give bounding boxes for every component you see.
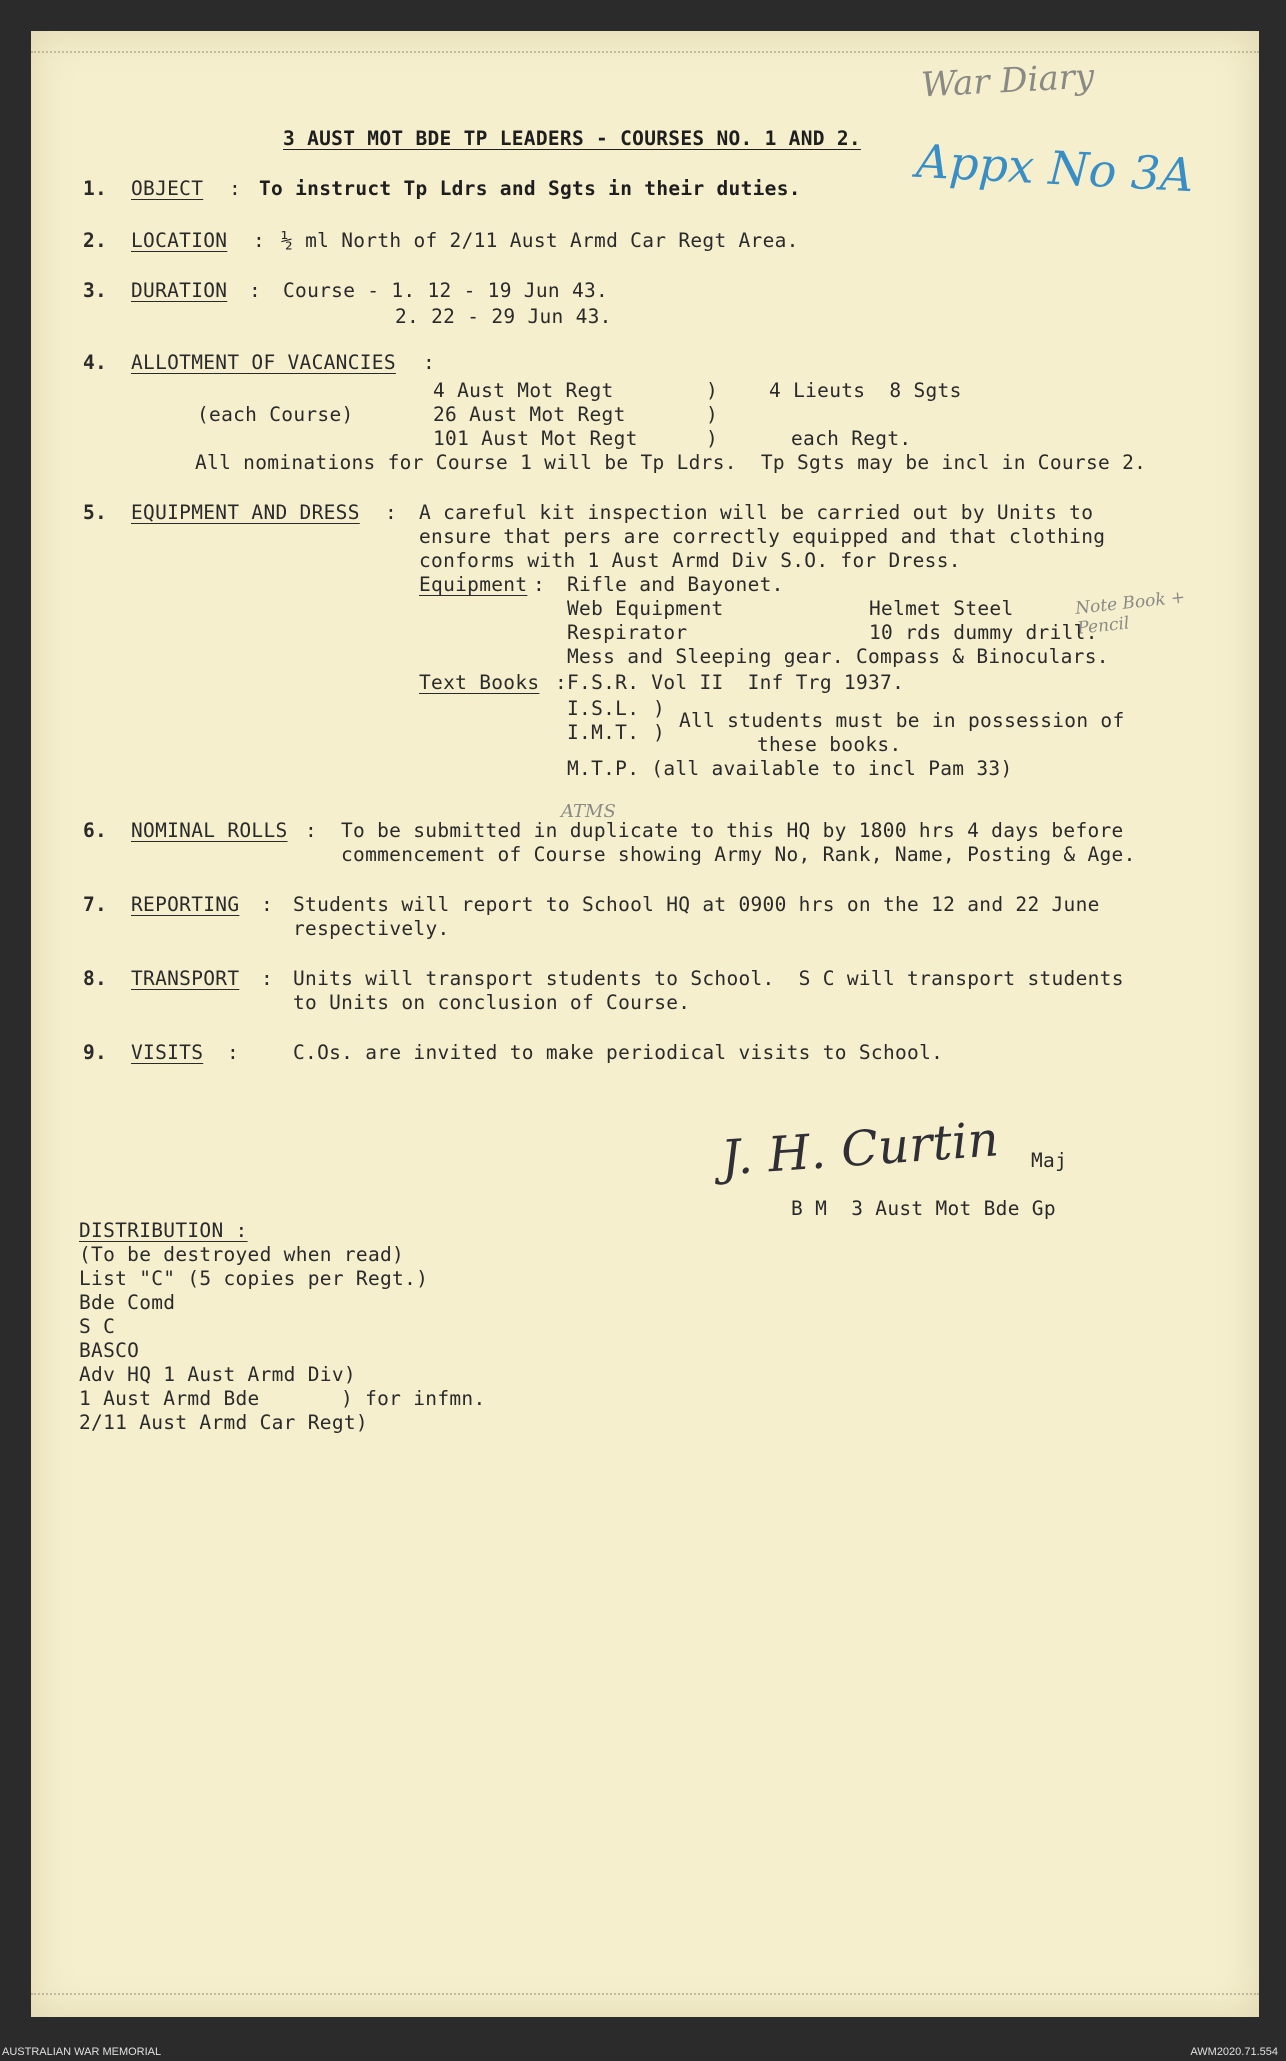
document-title: 3 AUST MOT BDE TP LEADERS - COURSES NO. 1 AND 2. (283, 127, 861, 150)
item-text-visits: C.Os. are invited to make periodical visits to School. (293, 1041, 944, 1064)
item-sep: : (261, 893, 274, 916)
item-label-object: OBJECT (131, 177, 204, 200)
appendix-annotation: Appx No 3A (914, 133, 1195, 203)
distribution-line: 1 Aust Armd Bde (79, 1387, 260, 1410)
nominations-note: All nominations for Course 1 will be Tp Ldrs. Tp Sgts may be incl in Course 2. (195, 451, 1147, 474)
distribution-line: Bde Comd (79, 1291, 176, 1314)
item-number: 1. (83, 177, 108, 200)
distribution-heading: DISTRIBUTION : (79, 1219, 248, 1242)
quota-text: 4 Lieuts 8 Sgts (769, 379, 962, 402)
each-regt-text: each Regt. (791, 427, 912, 450)
item-number: 5. (83, 501, 108, 524)
item-label-duration: DURATION (131, 279, 228, 302)
unit-line: 26 Aust Mot Regt (433, 403, 626, 426)
equipment-para-line: A careful kit inspection will be carried out by Units to (419, 501, 1094, 524)
distribution-line: (To be destroyed when read) (79, 1243, 405, 1266)
item-label-allotment: ALLOTMENT OF VACANCIES (131, 351, 396, 374)
bottom-edge-marks (31, 1993, 1259, 2001)
equipment-item: Web Equipment (567, 597, 724, 620)
item-sep: : (423, 351, 436, 374)
item-sep: : (385, 501, 398, 524)
item-text-nominal-2: commencement of Course showing Army No, Rank, Name, Posting & Age. (341, 843, 1136, 866)
unit-line: 101 Aust Mot Regt (433, 427, 638, 450)
footer-right: AWM2020.71.554 (1190, 2046, 1278, 2058)
item-text-location: ½ ml North of 2/11 Aust Armd Car Regt Area. (281, 229, 799, 252)
item-label-nominal-rolls: NOMINAL ROLLS (131, 819, 288, 842)
item-sep: : (227, 1041, 240, 1064)
item-text-duration-2: 2. 22 - 29 Jun 43. (395, 305, 612, 328)
distribution-line: BASCO (79, 1339, 140, 1362)
bracket: ) (706, 379, 719, 402)
book-line: I.S.L. (567, 697, 640, 720)
item-number: 8. (83, 967, 108, 990)
signature-title: B M 3 Aust Mot Bde Gp (791, 1197, 1056, 1220)
item-text-duration-1: Course - 1. 12 - 19 Jun 43. (283, 279, 609, 302)
item-number: 4. (83, 351, 108, 374)
notebook-annotation: Note Book + Pencil (1074, 587, 1187, 639)
item-number: 6. (83, 819, 108, 842)
item-text-transport-1: Units will transport students to School. S C will transport students (293, 967, 1124, 990)
equipment-label: Equipment (419, 573, 528, 596)
signature-rank: Maj (1031, 1149, 1068, 1172)
book-line: M.T.P. (all available to incl Pam 33) (567, 757, 1013, 780)
equipment-item: Rifle and Bayonet. (567, 573, 784, 596)
equipment-item: Mess and Sleeping gear. Compass & Binoculars. (567, 645, 1109, 668)
item-sep: : (305, 819, 318, 842)
equipment-item: 10 rds dummy drill. (869, 621, 1098, 644)
book-line: All students must be in possession of (679, 709, 1125, 732)
item-sep: : (533, 573, 546, 596)
atms-annotation: ATMS (561, 801, 616, 822)
item-sep: : (249, 279, 262, 302)
item-text-reporting-1: Students will report to School HQ at 0900 hrs on the 12 and 22 June (293, 893, 1100, 916)
each-course-label: (each Course) (197, 403, 354, 426)
item-sep: : (555, 671, 568, 694)
war-diary-annotation: War Diary (920, 56, 1096, 106)
item-label-transport: TRANSPORT (131, 967, 240, 990)
text-books-label: Text Books (419, 671, 540, 694)
item-sep: : (261, 967, 274, 990)
distribution-line: Adv HQ 1 Aust Armd Div) (79, 1363, 356, 1386)
item-label-visits: VISITS (131, 1041, 204, 1064)
distribution-line: 2/11 Aust Armd Car Regt) (79, 1411, 368, 1434)
book-line: F.S.R. Vol II Inf Trg 1937. (567, 671, 905, 694)
distribution-line: S C (79, 1315, 116, 1338)
book-line: I.M.T. (567, 721, 640, 744)
item-text-nominal-1: To be submitted in duplicate to this HQ by 1800 hrs 4 days before (341, 819, 1124, 842)
item-sep: : (253, 229, 266, 252)
book-line: these books. (757, 733, 902, 756)
item-text-transport-2: to Units on conclusion of Course. (293, 991, 691, 1014)
equipment-item: Respirator (567, 621, 688, 644)
distribution-infmn: ) for infmn. (341, 1387, 486, 1410)
equipment-para-line: conforms with 1 Aust Armd Div S.O. for Dress. (419, 549, 961, 572)
unit-line: 4 Aust Mot Regt (433, 379, 614, 402)
bracket: ) (706, 427, 719, 450)
item-number: 2. (83, 229, 108, 252)
distribution-line: List "C" (5 copies per Regt.) (79, 1267, 429, 1290)
bracket: ) (706, 403, 719, 426)
item-label-reporting: REPORTING (131, 893, 240, 916)
item-number: 9. (83, 1041, 108, 1064)
item-sep: : (229, 177, 242, 200)
item-text-object: To instruct Tp Ldrs and Sgts in their duties. (259, 177, 801, 200)
item-label-location: LOCATION (131, 229, 228, 252)
bracket: ) (653, 721, 666, 744)
footer-left: AUSTRALIAN WAR MEMORIAL (2, 2046, 162, 2058)
item-number: 7. (83, 893, 108, 916)
document-sheet (31, 31, 1259, 2017)
equipment-para-line: ensure that pers are correctly equipped and that clothing (419, 525, 1106, 548)
item-label-equipment-dress: EQUIPMENT AND DRESS (131, 501, 360, 524)
item-number: 3. (83, 279, 108, 302)
signature: J. H. Curtin (719, 1111, 1001, 1187)
equipment-item: Helmet Steel (869, 597, 1014, 620)
item-text-reporting-2: respectively. (293, 917, 450, 940)
bracket: ) (653, 697, 666, 720)
